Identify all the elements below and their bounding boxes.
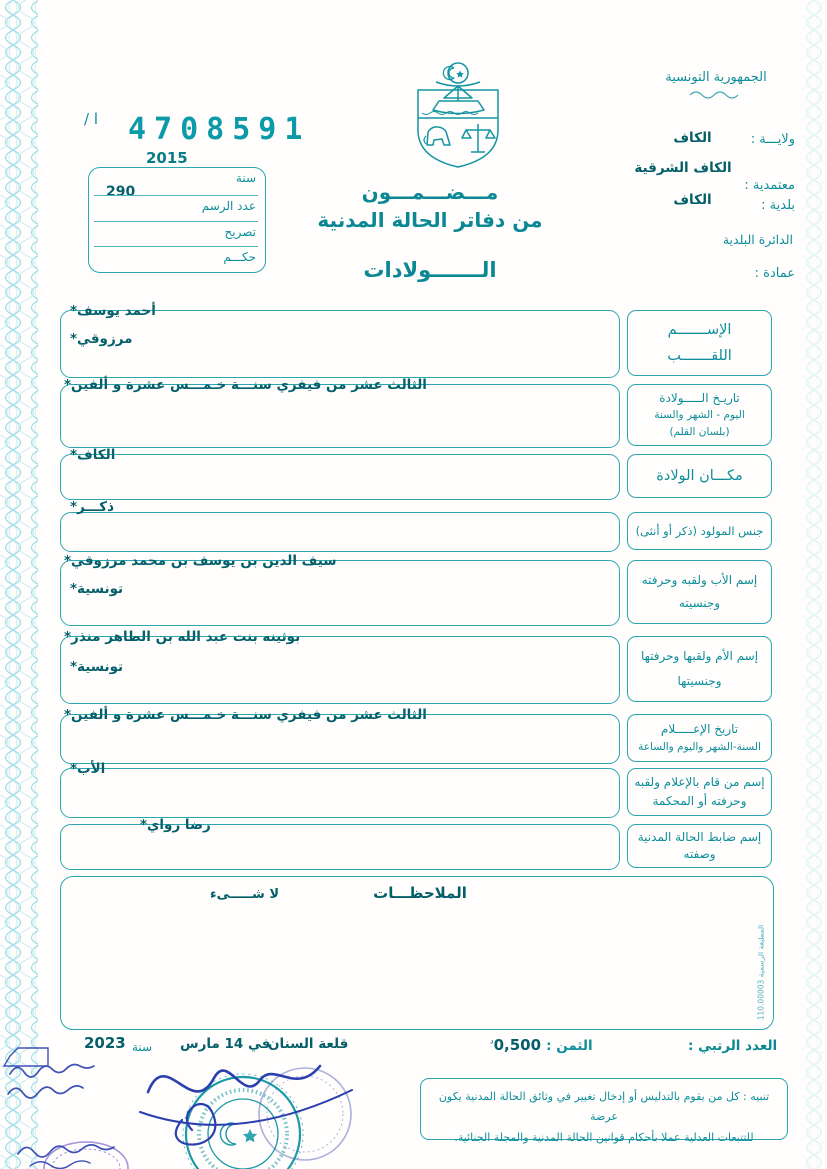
sex-label: جنس المولود (ذكر أو أنثى) <box>635 523 764 538</box>
sex-value-box <box>60 512 620 552</box>
republic-underline-icon <box>688 90 746 99</box>
informant-value: الأب* <box>70 761 106 777</box>
registry-year-label: سنة <box>235 171 256 185</box>
notes-value: لا شـــــىء <box>210 887 280 902</box>
sex-value: ذكـــر* <box>70 499 115 515</box>
officer-sublabel: وصفته <box>683 847 716 861</box>
warning-line2: للتتبعات العدلية عملا بأحكام قوانين الحالة المدنية والمجلة الجنائية. <box>454 1130 754 1144</box>
registry-divider <box>94 246 258 247</box>
omda-label: عمادة : <box>754 266 795 281</box>
serial-year: 2015 <box>146 149 188 167</box>
wilaya-label: ولايـــة : <box>750 132 795 147</box>
mother-label: إسم الأم ولقبها وحرفتها <box>640 649 759 664</box>
footer-year-value: 2023 <box>84 1034 126 1052</box>
national-emblem-icon <box>400 60 516 170</box>
stamps-and-signatures <box>0 1028 430 1169</box>
guilloche-left-border <box>0 0 38 1169</box>
name-value-box <box>60 310 620 378</box>
surname-label: اللقـــــــب <box>667 347 732 364</box>
officer-label-box <box>627 824 772 868</box>
mother-label-box <box>627 636 772 702</box>
father-label: إسم الأب ولقبه وحرفته <box>641 572 758 587</box>
title-line3: الـــــــولادات <box>363 258 497 282</box>
father-label-box <box>627 560 772 624</box>
footer-date: في 14 مارس <box>180 1036 271 1052</box>
name-label: الإســـــــم <box>667 322 732 339</box>
guilloche-right-border <box>801 0 827 1169</box>
warning-line1: تنبيه : كل من يقوم بالتدليس أو إدخال تغيير في وثائق الحالة المدنية يكون عرضة <box>438 1090 770 1124</box>
municipality-value: الكاف <box>673 192 712 208</box>
footer-year-label: سنة <box>132 1040 153 1054</box>
wilaya-value: الكاف <box>673 130 712 146</box>
registry-divider <box>94 221 258 222</box>
title-line2: من دفاتر الحالة المدنية <box>317 208 543 232</box>
delegation-value: الكاف الشرقية <box>634 160 732 176</box>
mother-sublabel: وجنسيتها <box>677 673 722 688</box>
footer-price-label: الثمن : <box>546 1038 593 1054</box>
footer-price <box>490 1035 630 1054</box>
footer-price-unit: د <box>490 1036 494 1046</box>
birth-place-value: الكاف* <box>70 447 116 463</box>
surname-value: مرزوقي* <box>70 331 133 347</box>
district-label: الدائرة البلدية <box>722 232 793 247</box>
serial-prefix: ا / <box>84 110 98 128</box>
father-sublabel: وجنسيته <box>678 596 721 611</box>
informant-value-box <box>60 768 620 818</box>
informant-sublabel: وحرفته أو المحكمة <box>652 793 747 808</box>
print-ref-vertical: المطبعة الرسمية 110.00003 <box>756 924 766 1021</box>
notes-title: الملاحظـــات <box>373 884 467 902</box>
warning-box <box>420 1078 788 1144</box>
birth-date-value: الثالث عشر من فيفري سنـــة خـمـــس عشرة و ألفين* <box>64 377 427 393</box>
serial-number: 4708591 <box>128 112 311 147</box>
secondary-round-stamp <box>259 1068 351 1160</box>
birth-place-label-box <box>627 454 772 498</box>
footer-place: قلعة السنان <box>268 1036 349 1052</box>
notice-date-label: تاريخ الإعـــــلام <box>660 721 739 736</box>
birth-date-note: (بلسان القلم) <box>669 425 730 438</box>
birth-place-value-box <box>60 454 620 500</box>
birth-date-label: تاريـخ الـــــولادة <box>659 391 740 406</box>
registry-act-number: 290 <box>106 184 136 200</box>
footer-ordinal-label: العدد الرتبي : <box>688 1038 778 1054</box>
name-label-box <box>627 310 772 376</box>
birth-place-label: مكـــان الولادة <box>656 467 743 484</box>
mother-name-value: بوثينه بنت عبد الله بن الطاهر منذر* <box>64 629 301 645</box>
notice-date-value: الثالث عشر من فيفري سنـــة خـمـــس عشرة و ألفين* <box>64 707 427 723</box>
informant-label: إسم من قام بالإعلام ولقبه <box>634 775 765 790</box>
officer-value: رضا رواي* <box>140 817 211 833</box>
mother-value-box <box>60 636 620 704</box>
title-line1: مـــضـــمـــون <box>361 180 499 204</box>
notice-date-sublabel: السنة-الشهر واليوم والساعة <box>638 740 761 753</box>
footer-price-value: 0,500 <box>493 1036 542 1054</box>
sex-label-box <box>627 512 772 550</box>
informant-label-box <box>627 768 772 816</box>
father-value-box <box>60 560 620 626</box>
registry-row-act: عدد الرسم <box>201 199 256 213</box>
handwriting-ink <box>4 1048 114 1169</box>
registry-row-declaration: تصريح <box>224 225 256 239</box>
republic-label: الجمهورية التونسية <box>665 70 767 85</box>
registry-divider <box>94 195 258 196</box>
birth-date-sublabel: اليوم - الشهر والسنة <box>654 409 745 422</box>
officer-label: إسم ضابط الحالة المدنية <box>637 830 762 844</box>
municipality-label: بلدية : <box>761 198 795 213</box>
birth-date-label-box <box>627 384 772 446</box>
notice-date-label-box <box>627 714 772 762</box>
birth-date-value-box <box>60 384 620 448</box>
father-nationality-value: تونسية* <box>70 581 124 597</box>
name-value: أحمد يوسف* <box>70 303 156 319</box>
father-name-value: سيف الدين بن يوسف بن محمد مرزوقي* <box>64 553 337 569</box>
registry-row-judgment: حكـــم <box>223 250 256 264</box>
mother-nationality-value: تونسية* <box>70 659 124 675</box>
delegation-label: معتمدية : <box>744 178 795 193</box>
